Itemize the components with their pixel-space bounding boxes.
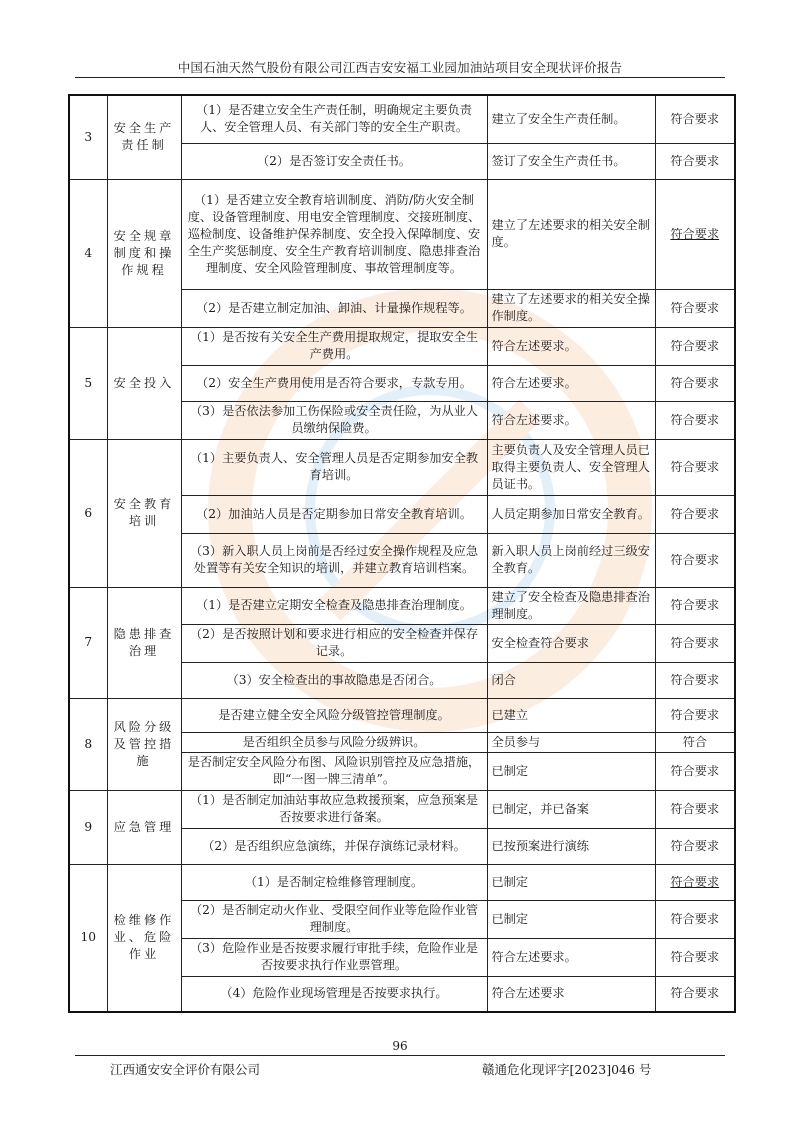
conclusion-text: 符合要求 [670, 598, 720, 612]
row-number: 6 [69, 439, 107, 587]
result-cell: 已按预案进行演练 [487, 828, 655, 864]
result-cell: 签订了安全生产责任书。 [487, 143, 655, 179]
conclusion-cell [655, 95, 735, 143]
conclusion-text: 符合要求 [670, 552, 720, 567]
evaluation-item: 风险分级及管控措施 [107, 698, 181, 790]
requirement-cell: （2）是否组织应急演练，并保存演练记录材料。 [181, 828, 487, 864]
conclusion-cell [655, 587, 735, 624]
conclusion-text: 符合要求 [670, 763, 720, 778]
requirement-cell: （2）加油站人员是否定期参加日常安全教育培训。 [181, 495, 487, 533]
requirement-cell: （1）主要负责人、安全管理人员是否定期参加安全教育培训。 [181, 439, 487, 495]
requirement-cell: （2）是否建立制定加油、卸油、计量操作规程等。 [181, 289, 487, 327]
requirement-cell: （1）是否制定加油站事故应急救援预案，应急预案是否按要求进行备案。 [181, 790, 487, 828]
evaluation-item: 应急管理 [107, 790, 181, 864]
result-cell: 闭合 [487, 662, 655, 698]
table-row [69, 587, 735, 624]
requirement-cell: （3）危险作业是否按要求履行审批手续，危险作业是否按要求执行作业票管理。 [181, 938, 487, 976]
result-cell: 符合左述要求。 [487, 365, 655, 401]
result-cell: 符合左述要求。 [487, 327, 655, 365]
evaluation-item: 安全生产责任制 [107, 95, 181, 179]
evaluation-item: 安全投入 [107, 327, 181, 439]
conclusion-text: 符合要求 [670, 506, 720, 521]
table-row [69, 439, 735, 495]
conclusion-text: 符合要求 [670, 226, 720, 241]
requirement-cell: （1）是否建立安全生产责任制，明确规定主要负责人、安全管理人员、有关部门等的安全生产职责。 [181, 95, 487, 143]
conclusion-text: 符合要求 [670, 838, 720, 853]
conclusion-cell [655, 752, 735, 790]
conclusion-text: 符合要求 [670, 459, 720, 474]
table-row [69, 95, 735, 143]
conclusion-text: 符合要求 [670, 338, 720, 353]
requirement-cell: （2）是否签订安全责任书。 [181, 143, 487, 179]
conclusion-text: 符合要求 [670, 911, 720, 926]
result-cell: 建立了安全检查及隐患排查治理制度。 [487, 587, 655, 624]
conclusion-text: 符合要求 [670, 412, 720, 427]
result-cell: 已制定 [487, 752, 655, 790]
conclusion-cell [655, 495, 735, 533]
conclusion-text: 符合要求 [670, 707, 720, 722]
conclusion-cell [655, 698, 735, 732]
result-cell: 符合左述要求。 [487, 401, 655, 439]
evaluation-table [68, 94, 736, 1013]
row-number: 4 [69, 179, 107, 327]
conclusion-cell [655, 365, 735, 401]
requirement-cell: （3）安全检查出的事故隐患是否闭合。 [181, 662, 487, 698]
conclusion-cell [655, 864, 735, 900]
conclusion-cell [655, 828, 735, 864]
requirement-cell: （2）是否按照计划和要求进行相应的安全检查并保存记录。 [181, 624, 487, 662]
conclusion-text: 符合要求 [670, 986, 720, 1001]
page-number: 96 [392, 1039, 408, 1053]
result-cell: 符合左述要求 [487, 976, 655, 1012]
footer-company: 江西通安安全评价有限公司 [110, 1062, 261, 1077]
requirement-cell: （2）安全生产费用使用是否符合要求，专款专用。 [181, 365, 487, 401]
result-cell: 已制定 [487, 864, 655, 900]
header-rule [75, 77, 725, 78]
conclusion-cell [655, 439, 735, 495]
table-row [69, 864, 735, 900]
conclusion-text: 符合要求 [670, 874, 720, 889]
conclusion-text: 符合要求 [670, 672, 720, 687]
table-row [69, 790, 735, 828]
conclusion-cell [655, 401, 735, 439]
conclusion-text: 符合要求 [670, 300, 720, 315]
requirement-cell: （3）是否依法参加工伤保险或安全责任险，为从业人员缴纳保险费。 [181, 401, 487, 439]
evaluation-item: 安全规章制度和操作规程 [107, 179, 181, 327]
requirement-cell: （1）是否建立安全教育培训制度、消防/防火安全制度、设备管理制度、用电安全管理制度、交接班制度、巡检制度、设备维护保养制度、安全投入保障制度、安全生产奖惩制度、安全生产教育培训制度、隐患排查治理制度、安全风险管理制度、事故管理制度等。 [181, 179, 487, 289]
conclusion-text: 符合要求 [670, 153, 720, 168]
result-cell: 符合左述要求。 [487, 938, 655, 976]
row-number: 9 [69, 790, 107, 864]
conclusion-text: 符合要求 [670, 801, 720, 816]
result-cell: 安全检查符合要求 [487, 624, 655, 662]
footer-document-number: 赣通危化现评字[2023]046 号 [482, 1062, 652, 1077]
conclusion-cell [655, 327, 735, 365]
result-cell: 人员定期参加日常安全教育。 [487, 495, 655, 533]
conclusion-cell [655, 533, 735, 587]
evaluation-item: 隐患排查治理 [107, 587, 181, 698]
requirement-cell: 是否组织全员参与风险分级辨识。 [181, 732, 487, 752]
conclusion-cell [655, 938, 735, 976]
requirement-cell: （1）是否建立定期安全检查及隐患排查治理制度。 [181, 587, 487, 624]
evaluation-item: 安全教育培训 [107, 439, 181, 587]
conclusion-cell [655, 900, 735, 938]
result-cell: 建立了安全生产责任制。 [487, 95, 655, 143]
page-header-title: 中国石油天然气股份有限公司江西吉安安福工业园加油站项目安全现状评价报告 [177, 60, 623, 75]
table-row [69, 179, 735, 289]
conclusion-cell [655, 179, 735, 289]
requirement-cell: （2）是否制定动火作业、受限空间作业等危险作业管理制度。 [181, 900, 487, 938]
conclusion-text: 符合 [682, 734, 707, 749]
result-cell: 已制定 [487, 900, 655, 938]
row-number: 10 [69, 864, 107, 1012]
row-number: 8 [69, 698, 107, 790]
requirement-cell: （3）新入职人员上岗前是否经过安全操作规程及应急处置等有关安全知识的培训，并建立教育培训档案。 [181, 533, 487, 587]
result-cell: 主要负责人及安全管理人员已取得主要负责人、安全管理人员证书。 [487, 439, 655, 495]
row-number: 7 [69, 587, 107, 698]
result-cell: 建立了左述要求的相关安全操作制度。 [487, 289, 655, 327]
conclusion-cell [655, 790, 735, 828]
requirement-cell: 是否制定安全风险分布图、风险识别管控及应急措施，即“一图一牌三清单”。 [181, 752, 487, 790]
conclusion-cell [655, 143, 735, 179]
requirement-cell: （4）危险作业现场管理是否按要求执行。 [181, 976, 487, 1012]
requirement-cell: 是否建立健全安全风险分级管控管理制度。 [181, 698, 487, 732]
requirement-cell: （1）是否按有关安全生产费用提取规定，提取安全生产费用。 [181, 327, 487, 365]
conclusion-cell [655, 662, 735, 698]
conclusion-text: 符合要求 [670, 111, 720, 126]
row-number: 3 [69, 95, 107, 179]
result-cell: 全员参与 [487, 732, 655, 752]
conclusion-text: 符合要求 [670, 635, 720, 650]
result-cell: 已建立 [487, 698, 655, 732]
row-number: 5 [69, 327, 107, 439]
conclusion-cell [655, 976, 735, 1012]
result-cell: 建立了左述要求的相关安全制度。 [487, 179, 655, 289]
conclusion-cell [655, 732, 735, 752]
footer-rule [75, 1055, 725, 1056]
result-cell: 已制定，并已备案 [487, 790, 655, 828]
requirement-cell: （1）是否制定检维修管理制度。 [181, 864, 487, 900]
table-row [69, 327, 735, 365]
conclusion-text: 符合要求 [670, 949, 720, 964]
conclusion-cell [655, 289, 735, 327]
evaluation-item: 检维修作业、危险作业 [107, 864, 181, 1012]
table-row [69, 698, 735, 732]
conclusion-text: 符合要求 [670, 375, 720, 390]
result-cell: 新入职人员上岗前经过三级安全教育。 [487, 533, 655, 587]
conclusion-cell [655, 624, 735, 662]
